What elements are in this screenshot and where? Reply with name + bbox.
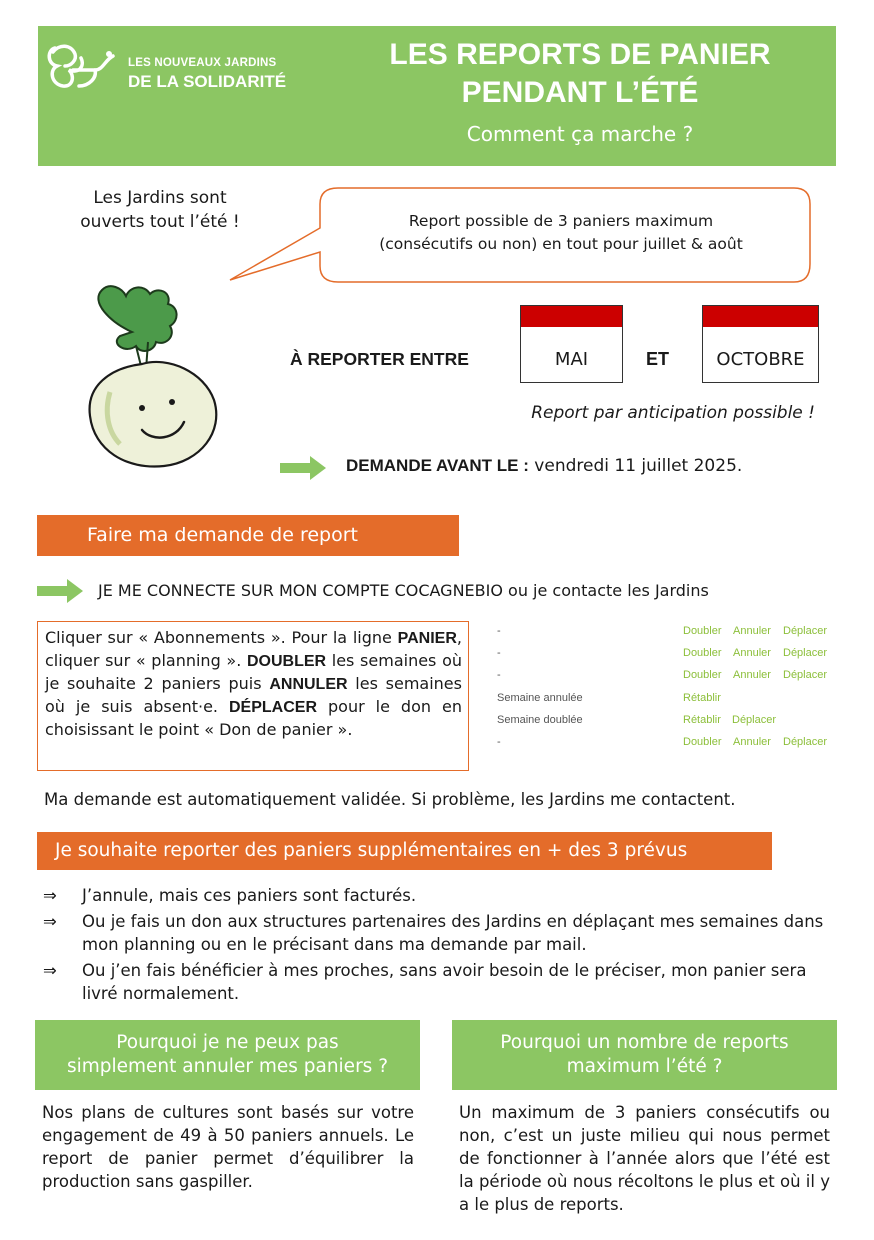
instr-keyword: PANIER (397, 630, 457, 647)
planning-row-label: - (497, 625, 501, 637)
restore-link[interactable]: Rétablir (683, 714, 721, 726)
instructions-text (45, 627, 462, 741)
deadline-value: vendredi 11 juillet 2025. (528, 456, 743, 476)
calendar-start (520, 305, 623, 383)
double-link[interactable]: Doubler (683, 736, 722, 748)
list-item (40, 884, 830, 907)
faq-question-1-line2: simplement annuler mes paniers ? (66, 1056, 389, 1077)
planning-row-label: Semaine doublée (497, 714, 583, 726)
instr-text-part: Cliquer sur « Abonnements ». Pour la ligne (45, 628, 398, 647)
instr-keyword: DOUBLER (246, 653, 327, 670)
restore-link[interactable]: Rétablir (683, 692, 721, 704)
implies-arrow-icon: ⇒ (43, 886, 57, 905)
implies-arrow-icon: ⇒ (43, 912, 57, 931)
planning-row (497, 714, 837, 732)
period-conjunction: ET (646, 349, 670, 369)
planning-row (497, 692, 837, 710)
logo-icon (45, 40, 117, 92)
list-item-text: J’annule, mais ces paniers sont facturés. (82, 886, 417, 905)
auto-validation-note: Ma demande est automatiquement validée. Si problème, les Jardins me contactent. (44, 790, 736, 809)
move-link[interactable]: Déplacer (783, 669, 828, 681)
instr-keyword: ANNULER (269, 676, 348, 693)
deadline (346, 456, 742, 476)
page-subtitle: Comment ça marche ? (466, 122, 694, 146)
faq-answer-2: Un maximum de 3 paniers consécutifs ou non, c’est un juste milieu qui nous permet de fonctionner à l’année alors que l’été est la période où nous récoltons le plus et où il y a le plus de reports. (459, 1103, 830, 1214)
double-link[interactable]: Doubler (683, 647, 722, 659)
anticipation-note: Report par anticipation possible ! (531, 403, 815, 423)
instr-keyword: DÉPLACER (229, 699, 318, 716)
faq-question-2 (452, 1020, 837, 1090)
move-link[interactable]: Déplacer (783, 647, 828, 659)
period-label: À REPORTER ENTRE (290, 349, 469, 369)
list-item (40, 959, 830, 1005)
list-item (40, 910, 830, 956)
faq-question-2-line1: Pourquoi un nombre de reports (500, 1032, 789, 1053)
planning-row-label: Semaine annulée (497, 692, 583, 704)
faq-question-1 (35, 1020, 420, 1090)
cancel-link[interactable]: Annuler (733, 669, 771, 681)
list-item-text: Ou j’en fais bénéficier à mes proches, sans avoir besoin de le préciser, mon panier sera livré normalement. (82, 961, 807, 1003)
instr-text-part: pour le don en choisissant le point « Don de panier ». (45, 697, 462, 739)
planning-row (497, 669, 837, 687)
move-link[interactable]: Déplacer (783, 736, 828, 748)
section-request-title: Faire ma demande de report (37, 515, 459, 556)
planning-row-label: - (497, 736, 501, 748)
deadline-label: DEMANDE AVANT LE : (346, 456, 529, 475)
faq-answer-1: Nos plans de cultures sont basés sur votre engagement de 49 à 50 paniers annuels. Le report de panier permet d’équilibrer la production sans gaspiller. (42, 1103, 414, 1191)
instr-text-part: les semaines où je suis absent·e. (45, 674, 462, 716)
calendar-start-month: MAI (554, 349, 589, 370)
planning-row-label: - (497, 647, 501, 659)
cancel-link[interactable]: Annuler (733, 736, 771, 748)
arrow-right-icon (37, 579, 83, 603)
double-link[interactable]: Doubler (683, 625, 722, 637)
instructions-box (37, 621, 469, 771)
section-extra-title: Je souhaite reporter des paniers supplémentaires en + des 3 prévus (37, 832, 772, 870)
list-item-text: Ou je fais un don aux structures partenaires des Jardins en déplaçant mes semaines dans mon planning ou en le précisant dans ma demande par mail. (82, 912, 824, 954)
extra-options-list (40, 884, 830, 1008)
planning-row (497, 647, 837, 665)
arrow-right-icon (280, 456, 326, 480)
planning-row (497, 736, 837, 754)
bubble-line1: Report possible de 3 paniers maximum (408, 212, 714, 230)
faq-question-2-line2: maximum l’été ? (566, 1056, 723, 1077)
faq-question-1-line1: Pourquoi je ne peux pas (116, 1032, 339, 1053)
bubble-line2: (consécutifs ou non) en tout pour juillet & août (379, 235, 743, 253)
double-link[interactable]: Doubler (683, 669, 722, 681)
open-notice-line1: Les Jardins sont (93, 188, 227, 208)
calendar-end-month: OCTOBRE (716, 349, 805, 370)
logo-text-line1: LES NOUVEAUX JARDINS (128, 57, 277, 69)
implies-arrow-icon: ⇒ (43, 961, 57, 980)
logo-text-line2: DE LA SOLIDARITÉ (128, 72, 287, 91)
instr-text-part: les semaines où je souhaite 2 paniers puis (45, 651, 462, 693)
planning-row-label: - (497, 669, 501, 681)
move-link[interactable]: Déplacer (732, 714, 777, 726)
planning-row (497, 625, 837, 643)
instr-text-part: , cliquer sur « planning ». (45, 628, 462, 670)
cancel-link[interactable]: Annuler (733, 647, 771, 659)
move-link[interactable]: Déplacer (783, 625, 828, 637)
calendar-header (703, 306, 818, 327)
connect-instruction: JE ME CONNECTE SUR MON COMPTE COCAGNEBIO ou je contacte les Jardins (98, 581, 709, 600)
bubble-text (322, 210, 800, 256)
calendar-header (521, 306, 622, 327)
calendar-end (702, 305, 819, 383)
open-notice-line2: ouverts tout l’été ! (80, 212, 240, 232)
title-line1: LES REPORTS DE PANIER (389, 38, 771, 71)
title-line2: PENDANT L’ÉTÉ (461, 76, 699, 109)
page-title (340, 36, 820, 112)
turnip-icon (80, 282, 225, 472)
cancel-link[interactable]: Annuler (733, 625, 771, 637)
